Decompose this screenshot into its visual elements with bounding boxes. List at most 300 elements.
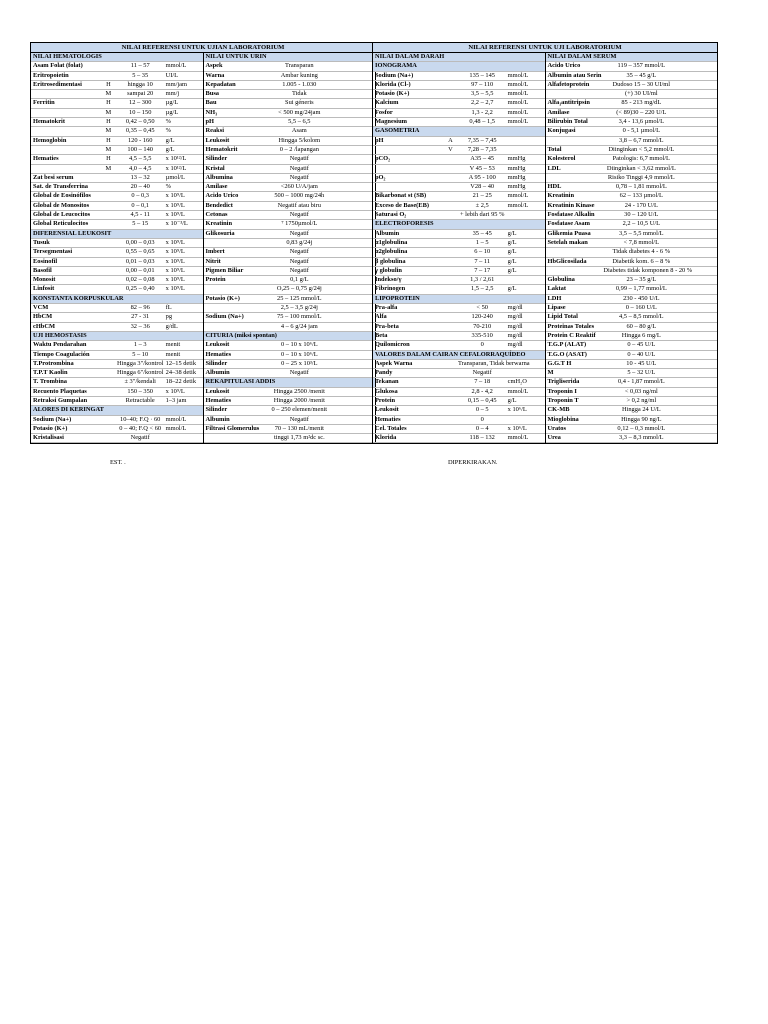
test-name: Bikarbonat st (SB) — [375, 192, 427, 200]
unit: x 10¹²/L — [165, 164, 187, 172]
reference-value: 30 – 120 U/L — [624, 211, 659, 219]
reference-value: 150 – 350 — [127, 387, 153, 395]
unit: mg/dl — [507, 331, 523, 339]
unit — [336, 62, 375, 70]
reference-value: 7 – 18 — [474, 378, 491, 386]
table-row — [31, 220, 203, 229]
unit: g/L — [507, 229, 517, 237]
test-name: Leukosit — [205, 387, 230, 395]
table-row — [546, 81, 718, 90]
test-name: M — [547, 369, 554, 377]
table-row — [546, 155, 718, 164]
reference-value: Hingga 90 ng/L — [621, 415, 662, 423]
table-row — [31, 276, 203, 285]
table-row — [546, 137, 718, 146]
table-row — [373, 137, 545, 146]
unit — [679, 267, 717, 275]
sex-marker — [100, 267, 117, 275]
unit — [336, 304, 375, 312]
reference-value: 0 – 10 x 10⁶/L — [280, 341, 318, 349]
table-row — [31, 211, 203, 220]
sex-marker — [442, 248, 459, 256]
right-reference-sheet — [372, 42, 718, 444]
table-row — [546, 72, 718, 81]
unit: mg/dl — [507, 322, 523, 330]
unit: mg/dl — [507, 304, 523, 312]
test-name — [546, 137, 605, 145]
reference-value: 2,2 – 10,5 U/L — [622, 220, 661, 228]
section-title: REKAPITULASI ADDIS — [205, 378, 276, 386]
sex-marker — [100, 192, 117, 200]
test-name: HbCM — [33, 313, 53, 321]
reference-value: 35 – 45 — [472, 229, 492, 237]
reference-value: 5,5 – 6,5 — [288, 118, 311, 126]
table-row — [204, 304, 376, 313]
sex-marker — [442, 72, 459, 80]
test-name: Hematies — [205, 396, 232, 404]
unit — [678, 258, 717, 266]
unit: UI/L — [165, 71, 179, 79]
test-name: T. Trombina — [33, 378, 67, 386]
reference-value: 0 – 160 U/L — [625, 304, 657, 312]
unit — [678, 155, 717, 163]
sex-marker: H — [106, 155, 111, 163]
test-name: α1globulina — [375, 238, 408, 246]
reference-value: 135 – 145 — [469, 71, 495, 79]
table-row — [31, 72, 203, 81]
test-name: Protein — [375, 396, 396, 404]
reference-value: 4,5 – 8,5 mmol/L — [619, 313, 664, 321]
table-row — [373, 230, 545, 239]
reference-value: < 7,8 mmol/L — [623, 238, 659, 246]
sex-marker — [100, 183, 117, 191]
table-row — [204, 323, 376, 332]
unit — [506, 146, 545, 154]
unit — [678, 295, 717, 303]
reference-value: 0,00 – 0,03 — [125, 238, 155, 246]
reference-value: Asam — [291, 127, 307, 135]
table-row — [373, 313, 545, 322]
unit — [678, 332, 717, 340]
table-row — [204, 118, 376, 127]
reference-value: 85 - 213 mg/dL — [621, 99, 662, 107]
section-header — [31, 406, 203, 415]
unit: menit — [165, 341, 181, 349]
table-row — [204, 109, 376, 118]
reference-value: 0 – 40 U/L — [627, 350, 656, 358]
section-title: CITURIA (miksi spontan) — [205, 331, 277, 339]
sex-marker — [442, 90, 459, 98]
test-name: Albumina — [205, 173, 233, 181]
reference-value: 0,02 – 0,08 — [125, 276, 155, 284]
unit — [336, 285, 375, 293]
table-row — [204, 192, 376, 201]
table-row — [546, 165, 718, 174]
sex-marker — [100, 285, 117, 293]
table-row — [373, 378, 545, 387]
reference-value: 0 — [480, 415, 484, 423]
reference-value: 82 – 96 — [130, 304, 150, 312]
table-row — [546, 416, 718, 425]
reference-value: 24 - 170 U/L — [624, 201, 658, 209]
sex-marker — [442, 99, 459, 107]
unit: 1–3 jam — [165, 396, 187, 404]
reference-value: 2,5 – 3,5 g/24j — [280, 304, 318, 312]
sex-marker — [442, 118, 459, 126]
unit: mmHg — [507, 183, 526, 191]
test-name: Tusuk — [33, 238, 50, 246]
reference-value: 35 – 45 g/L — [626, 71, 657, 79]
table-row — [31, 304, 203, 313]
unit: mmol/L — [507, 71, 529, 79]
table-row — [31, 425, 203, 434]
table-row — [546, 425, 718, 434]
unit — [678, 62, 717, 70]
test-name: Silinder — [205, 359, 228, 367]
reference-value: 13 – 32 — [130, 173, 150, 181]
reference-value: ⁷ 1750µmol/L — [281, 220, 318, 228]
reference-value: > 0,2 ng/ml — [626, 396, 657, 404]
unit — [336, 434, 375, 442]
table-row — [373, 211, 545, 220]
unit: mmol/L — [165, 62, 187, 70]
table-row — [546, 388, 718, 397]
unit — [678, 192, 717, 200]
unit — [678, 202, 717, 210]
unit: µg/L — [165, 99, 179, 107]
unit: x 10⁻³/L — [165, 220, 188, 228]
reference-value: 0,55 – 0,65 — [125, 248, 155, 256]
table-row — [204, 276, 376, 285]
table-row — [204, 406, 376, 415]
table-row — [546, 239, 718, 248]
reference-value: 0 – 2 /lapangan — [279, 145, 319, 153]
table-row — [31, 313, 203, 322]
reference-value: hingga 10 — [127, 80, 153, 88]
table-row — [546, 313, 718, 322]
unit: g/dL — [165, 322, 178, 330]
table-row — [546, 146, 718, 155]
section-header — [373, 295, 545, 304]
test-name: Fosfatase Asam — [547, 220, 590, 228]
test-name: Glukosa — [375, 387, 398, 395]
table-row — [373, 285, 545, 294]
unit — [336, 118, 375, 126]
table-row — [204, 146, 376, 155]
reference-value: 10 - 45 U/L — [626, 359, 657, 367]
sex-marker — [100, 323, 117, 331]
reference-value: Hingga 6 mg/L — [621, 331, 661, 339]
section-header — [373, 220, 545, 229]
unit — [336, 99, 375, 107]
test-name: Albumin — [205, 369, 230, 377]
reference-value: 118 – 132 — [469, 434, 495, 442]
test-name: Bilirubin Total — [547, 118, 588, 126]
test-name: Total — [547, 145, 562, 153]
reference-value: V28 – 40 — [470, 183, 495, 191]
table-row — [373, 183, 545, 192]
test-name: Sodium (Na+) — [375, 71, 414, 79]
test-name: Pra-alfa — [375, 304, 398, 312]
section-title: KONSTANTA KORPUSKULAR — [33, 294, 124, 302]
unit — [336, 239, 375, 247]
section-header — [373, 127, 545, 136]
test-name: Bau — [205, 99, 217, 107]
table-row — [204, 351, 376, 360]
sex-marker — [442, 341, 459, 349]
table-row — [373, 192, 545, 201]
table-row — [204, 81, 376, 90]
section-header: NILAI DALAM SERUM — [546, 53, 718, 62]
section-title: DIFERENSIAL LEUKOSIT — [33, 229, 112, 237]
unit — [678, 109, 717, 117]
reference-value: 4,5 - 11 — [130, 211, 150, 219]
test-name: Pigmen Biliar — [205, 266, 244, 274]
reference-value: V 45 – 53 — [469, 164, 495, 172]
reference-value: 4 – 6 g/24 jam — [280, 322, 318, 330]
table-row — [373, 323, 545, 332]
reference-value: 6 – 10 — [474, 248, 491, 256]
reference-value: Negatif — [289, 164, 309, 172]
unit — [506, 416, 545, 424]
table-row — [373, 332, 545, 341]
test-name: Aspek Warna — [375, 359, 413, 367]
table-row — [546, 351, 718, 360]
test-name: Cel. Totales — [375, 424, 407, 432]
unit: g/L — [507, 266, 517, 274]
table-row — [204, 99, 376, 108]
sex-marker — [100, 239, 117, 247]
table-row — [31, 155, 203, 164]
unit: mm/j — [165, 90, 180, 98]
test-name — [546, 248, 605, 256]
test-name: Tersegmentasi — [33, 248, 73, 256]
test-name: Alfa — [375, 313, 387, 321]
unit: x 10¹²/L — [165, 155, 187, 163]
reference-value: Risiko Tinggi 4,9 mmol/L — [607, 173, 675, 181]
sex-marker — [100, 304, 117, 312]
reference-value: Negatif — [130, 434, 150, 442]
table-row — [204, 360, 376, 369]
reference-value: tinggi 1,73 m²dc sc. — [273, 434, 325, 442]
test-name: Fosfor — [375, 108, 393, 116]
sex-marker — [442, 285, 459, 293]
reference-value: Negatif — [289, 155, 309, 163]
table-row — [31, 397, 203, 406]
test-name: pO₂ — [375, 173, 386, 181]
reference-value: Negatif — [289, 229, 309, 237]
unit — [678, 323, 717, 331]
table-row — [546, 192, 718, 201]
test-name: Protein C Reaktif — [547, 331, 596, 339]
test-name: Pandy — [375, 369, 393, 377]
test-name: HbGlicosilada — [547, 257, 587, 265]
unit: g/L — [507, 257, 517, 265]
test-name: Linfosit — [33, 285, 55, 293]
table-row — [373, 360, 545, 369]
reference-value: (+) 30 UI/ml — [624, 90, 658, 98]
reference-value: 0 – 40; F.Q < 60 — [119, 424, 162, 432]
table-row — [31, 127, 203, 136]
reference-value: Patologis: 6,7 mmol/L — [612, 155, 670, 163]
reference-value: 10–40; F.Q · 60 — [120, 415, 161, 423]
table-row — [31, 174, 203, 183]
unit — [336, 155, 375, 163]
test-name — [31, 90, 100, 98]
test-name — [546, 90, 605, 98]
reference-value: Hingga 6"/kontrol — [116, 369, 164, 377]
left-reference-sheet — [30, 42, 376, 444]
test-name: Saturasi O₂ — [375, 211, 407, 219]
table-row — [373, 267, 545, 276]
unit — [678, 118, 717, 126]
unit: % — [165, 183, 171, 191]
test-name: Exceso de Base(EB) — [375, 201, 429, 209]
reference-value: 5 – 32 U/L — [627, 369, 656, 377]
unit: x 10⁹/L — [165, 192, 185, 200]
reference-value: 0,1 g/L — [290, 276, 309, 284]
reference-value: 0,25 – 0,40 — [125, 285, 155, 293]
unit: mmol/L — [507, 108, 529, 116]
unit: mmHg — [507, 173, 526, 181]
unit — [678, 360, 717, 368]
test-name: Urea — [547, 434, 561, 442]
test-name: Sodium (Na+) — [205, 313, 244, 321]
test-name: LDH — [547, 294, 562, 302]
table-row — [31, 388, 203, 397]
sex-marker — [100, 360, 117, 368]
table-row — [204, 267, 376, 276]
table-row — [31, 285, 203, 294]
unit — [336, 220, 375, 228]
table-row — [546, 211, 718, 220]
unit: fL — [165, 304, 172, 312]
unit: % — [165, 127, 171, 135]
test-name — [31, 146, 100, 154]
unit: mmol/L — [165, 424, 187, 432]
test-name — [204, 285, 263, 293]
unit — [506, 369, 545, 377]
reference-value: 23 – 35 g/L — [626, 276, 657, 284]
unit: mmol/L — [165, 415, 187, 423]
sex-marker — [442, 276, 459, 284]
unit — [164, 434, 203, 442]
reference-value: 1 – 3 — [133, 341, 147, 349]
reference-value: 0 - 5,1 µmol/L — [622, 127, 661, 135]
sex-marker — [442, 183, 459, 191]
test-name: Leukosit — [375, 406, 399, 414]
urine-column — [204, 53, 376, 443]
unit: mmol/L — [507, 90, 529, 98]
sex-marker — [100, 388, 117, 396]
test-name: Nitrit — [205, 257, 221, 265]
table-row — [31, 81, 203, 90]
test-name — [373, 146, 442, 154]
table-row — [373, 416, 545, 425]
test-name — [204, 323, 263, 331]
reference-value: 0 – 0,1 — [131, 201, 149, 209]
test-name: Beta — [375, 331, 388, 339]
table-row — [204, 341, 376, 350]
unit: x 10⁹/L — [165, 387, 185, 395]
unit: g/L — [165, 145, 175, 153]
table-row — [31, 341, 203, 350]
reference-value: Hingga 2000 /menit — [273, 396, 325, 404]
reference-value: 75 – 100 mmol/L — [277, 313, 322, 321]
section-title: LIPOPROTEIN — [375, 294, 420, 302]
test-name: Mioglobina — [547, 415, 579, 423]
test-name — [31, 109, 100, 117]
unit — [506, 211, 545, 219]
section-header — [31, 332, 203, 341]
test-name: Potasio (K+) — [205, 294, 240, 302]
table-row — [546, 118, 718, 127]
sex-marker — [100, 62, 117, 70]
table-row — [546, 258, 718, 267]
reference-value: Dudoso 15 – 30 UI/ml — [612, 80, 671, 88]
reference-value: 120 - 160 — [127, 136, 153, 144]
unit — [678, 137, 717, 145]
sex-marker — [442, 202, 459, 210]
unit: mmol/L — [507, 434, 529, 442]
sex-marker — [442, 192, 459, 200]
unit: mmol/L — [507, 118, 529, 126]
table-row — [31, 90, 203, 99]
table-row — [204, 202, 376, 211]
test-name: Uratos — [547, 424, 566, 432]
unit: x 10⁹/L — [165, 201, 185, 209]
table-row — [31, 146, 203, 155]
test-name: Tekanan — [375, 378, 399, 386]
sex-marker — [100, 313, 117, 321]
unit: mg/dl — [507, 341, 523, 349]
table-row — [546, 295, 718, 304]
test-name: Amilase — [547, 108, 570, 116]
reference-value: 20 – 40 — [130, 183, 150, 191]
unit: g/L — [507, 238, 517, 246]
reference-value: 21 – 25 — [472, 192, 492, 200]
table-row — [204, 230, 376, 239]
test-name: Acido Urico — [205, 192, 239, 200]
test-name: Fosfatase Alkalin — [547, 211, 595, 219]
sex-marker — [100, 416, 117, 424]
table-row — [373, 248, 545, 257]
unit — [678, 230, 717, 238]
reference-value: 7,28 – 7,35 — [467, 145, 497, 153]
table-row — [31, 267, 203, 276]
sex-marker — [442, 174, 459, 182]
section-header: NILAI DALAM DARAH — [373, 53, 545, 62]
table-row — [546, 248, 718, 257]
test-name: Eritrosedimentasi — [33, 80, 82, 88]
reference-value: 0,99 – 1,77 mmol/L — [615, 285, 667, 293]
sheet-title: NILAI REFERENSI UNTUK UJI LABORATORIUM — [372, 42, 718, 53]
table-row — [31, 323, 203, 332]
section-header — [373, 62, 545, 71]
test-name: Global Reticulocitos — [33, 220, 89, 228]
unit: x 10⁹/L — [165, 257, 185, 265]
reference-value: Negatif — [289, 211, 309, 219]
table-row — [204, 174, 376, 183]
reference-value: Tidak — [291, 90, 307, 98]
sex-marker: M — [105, 127, 112, 135]
test-name: Waktu Pendarahan — [33, 341, 87, 349]
table-row — [373, 118, 545, 127]
reference-value: 500 – 1000 mg/24h — [274, 192, 325, 200]
test-name: Global de Leucocitos — [33, 211, 91, 219]
unit — [678, 341, 717, 349]
unit — [678, 99, 717, 107]
